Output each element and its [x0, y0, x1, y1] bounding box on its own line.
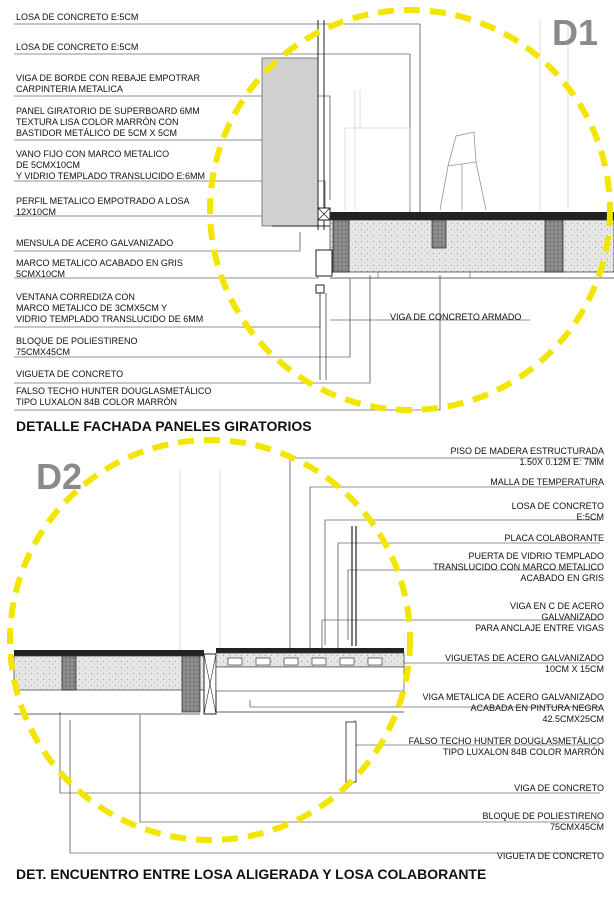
chair-icon	[440, 132, 486, 210]
d2-label-8: VIGA METALICA DE ACERO GALVANIZADO ACABADA EN PINTURA NEGRA 42.5CMX25CM	[422, 692, 604, 724]
d1-tag: D1	[552, 12, 599, 53]
d2-tag: D2	[36, 456, 83, 497]
d1-title: DETALLE FACHADA PANELES GIRATORIOS	[16, 418, 312, 434]
d2-aligerada-slab	[14, 656, 204, 690]
d1-slab-top	[330, 212, 614, 220]
d1-concrete-beam	[545, 220, 563, 272]
d2-label-1: PISO DE MADERA ESTRUCTURADA 1.50X 0.12M E: 7MM	[450, 446, 604, 467]
d2-label-3: LOSA DE CONCRETO E:5CM	[511, 501, 604, 522]
d2-label-10: VIGA DE CONCRETO	[514, 783, 604, 793]
d1-slab	[330, 220, 614, 272]
d2-highlight-circle	[10, 440, 410, 840]
d2-label-6: VIGA EN C DE ACERO GALVANIZADO PARA ANCLAJE ENTRE VIGAS	[475, 601, 604, 633]
d2-label-11: BLOQUE DE POLIESTIRENO 75CMX45CM	[482, 811, 604, 832]
d2-label-9: FALSO TECHO HUNTER DOUGLASMETÁLICO TIPO LUXALON 84B COLOR MARRÓN	[408, 736, 604, 757]
d2-label-4: PLACA COLABORANTE	[504, 533, 604, 543]
d2-label-12: VIGUETA DE CONCRETO	[496, 851, 604, 861]
d2-label-7: VIGUETAS DE ACERO GALVANIZADO 10CM X 15CM	[444, 653, 604, 674]
d2-label-5: PUERTA DE VIDRIO TEMPLADO TRANSLUCIDO CON MARCO METALICO ACABADO EN GRIS	[433, 551, 604, 583]
d1-label-6: PERFIL METALICO EMPOTRADO A LOSA 12X10CM	[16, 196, 190, 217]
d1-label-2: LOSA DE CONCRETO E:5CM	[16, 42, 139, 52]
d2-label-2: MALLA DE TEMPERATURA	[490, 477, 604, 487]
d1-label-5: VANO FIJO CON MARCO METALICO DE 5CMX10CM Y VIDRIO TEMPLADO TRANSLUCIDO E:6MM	[16, 149, 206, 181]
d1-inner-label: VIGA DE CONCRETO ARMADO	[390, 312, 522, 322]
d2-title: DET. ENCUENTRO ENTRE LOSA ALIGERADA Y LOSA COLABORANTE	[16, 866, 487, 882]
d1-label-4: PANEL GIRATORIO DE SUPERBOARD 6MM TEXTURA LISA COLOR MARRÓN CON BASTIDOR METÁLICO DE 5CM X 5CM	[16, 106, 200, 138]
d1-label-3: VIGA DE BORDE CON REBAJE EMPOTRAR CARPINTERIA METALICA	[16, 73, 201, 94]
d1-label-11: VIGUETA DE CONCRETO	[16, 369, 124, 379]
d1-label-9: VENTANA CORREDIZA CON MARCO METALICO DE 3CMX5CM Y VIDRIO TEMPLADO TRANSLUCIDO DE 6MM	[16, 292, 204, 324]
rotating-panel	[262, 58, 318, 226]
d1-label-10: BLOQUE DE POLIESTIRENO 75CMX45CM	[16, 336, 138, 357]
d1-label-12: FALSO TECHO HUNTER DOUGLASMETÁLICO TIPO LUXALON 84B COLOR MARRÓN	[16, 386, 212, 407]
d1-label-1: LOSA DE CONCRETO E:5CM	[16, 12, 139, 22]
d1-label-8: MARCO METALICO ACABADO EN GRIS 5CMX10CM	[16, 258, 183, 279]
d1-label-7: MENSULA DE ACERO GALVANIZADO	[16, 238, 174, 248]
